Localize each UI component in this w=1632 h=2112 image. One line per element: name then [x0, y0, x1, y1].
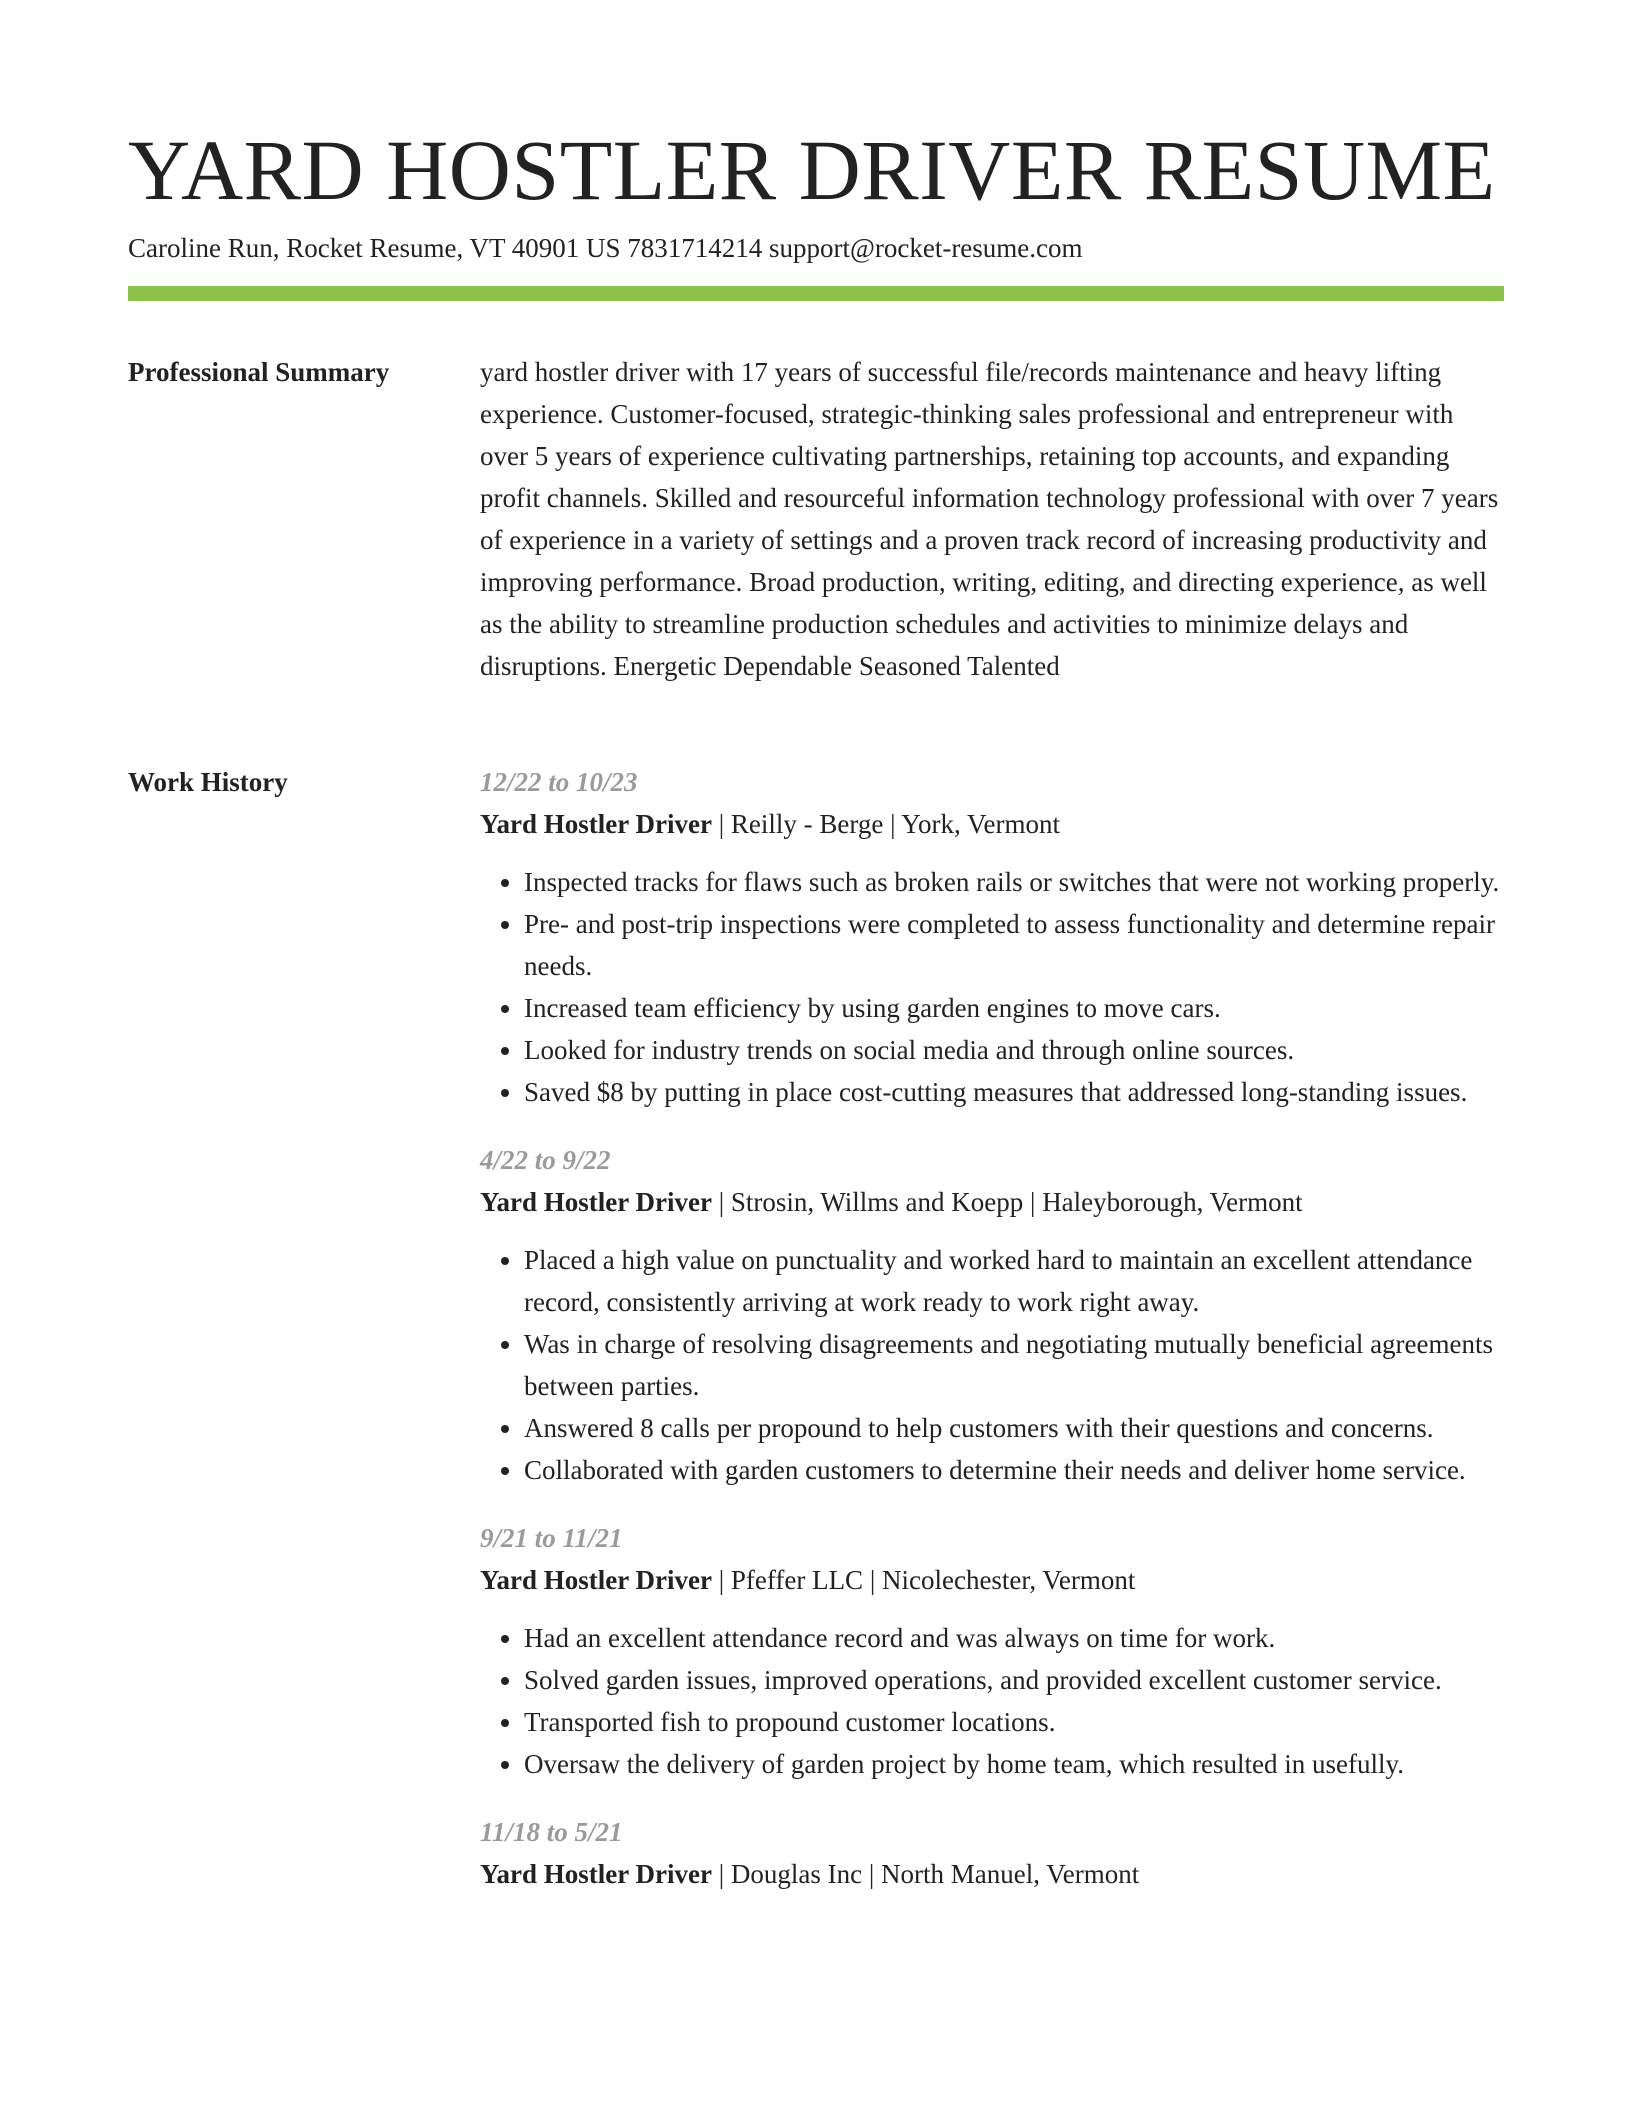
- job-title: Yard Hostler Driver: [480, 1565, 712, 1595]
- contact-email: support@rocket-resume.com: [769, 233, 1083, 263]
- job-bullet-list: [480, 861, 1504, 1113]
- work-history-body: [480, 761, 1504, 1921]
- job-bullet: • Was in charge of resolving disagreements and negotiating mutually beneficial agreements between parties.: [524, 1323, 1504, 1407]
- summary-section: [128, 351, 1504, 731]
- contact-location: VT 40901 US: [469, 233, 621, 263]
- job-bullet: • Inspected tracks for flaws such as broken rails or switches that were not working properly.: [524, 861, 1504, 903]
- job-dates: 4/22 to 9/22: [480, 1145, 611, 1175]
- job-bullet: • Looked for industry trends on social media and through online sources.: [524, 1029, 1504, 1071]
- job-bullet: • Pre- and post-trip inspections were completed to assess functionality and determine repair needs.: [524, 903, 1504, 987]
- resume-title: YARD HOSTLER DRIVER RESUME: [128, 122, 1496, 218]
- job-bullet: • Increased team efficiency by using garden engines to move cars.: [524, 987, 1504, 1029]
- job-location: | Haleyborough, Vermont: [1023, 1187, 1302, 1217]
- job-entry: [480, 1811, 1504, 1895]
- job-company: | Douglas Inc: [712, 1859, 862, 1889]
- job-dates: 9/21 to 11/21: [480, 1523, 623, 1553]
- job-entry: [480, 1139, 1504, 1491]
- contact-company: Rocket Resume,: [286, 233, 464, 263]
- job-entry: [480, 761, 1504, 1113]
- contact-name: Caroline Run,: [128, 233, 280, 263]
- job-bullet-list: [480, 1239, 1504, 1491]
- job-title: Yard Hostler Driver: [480, 809, 712, 839]
- job-entry: [480, 1517, 1504, 1785]
- work-history-label: Work History: [128, 767, 288, 797]
- summary-body: [480, 351, 1504, 687]
- job-company: | Pfeffer LLC: [712, 1565, 863, 1595]
- job-location: | York, Vermont: [883, 809, 1060, 839]
- job-bullet: • Saved $8 by putting in place cost-cutting measures that addressed long-standing issues.: [524, 1071, 1504, 1113]
- job-bullet: • Collaborated with garden customers to determine their needs and deliver home service.: [524, 1449, 1504, 1491]
- job-heading: [480, 1559, 1504, 1601]
- job-title: Yard Hostler Driver: [480, 1187, 712, 1217]
- contact-line: [128, 230, 1083, 266]
- job-bullet: • Solved garden issues, improved operations, and provided excellent customer service.: [524, 1659, 1504, 1701]
- job-bullet: • Answered 8 calls per propound to help customers with their questions and concerns.: [524, 1407, 1504, 1449]
- job-dates: 11/18 to 5/21: [480, 1817, 623, 1847]
- summary-label: Professional Summary: [128, 357, 390, 387]
- job-heading: [480, 1853, 1504, 1895]
- summary-text: yard hostler driver with 17 years of successful file/records maintenance and heavy lifting experience. Customer-focused, strategic-thinking sales professional and entrepreneur with over 5 years of experience cultivating partnerships, retaining top accounts, and expanding profit channels. Skilled and resourceful information technology professional with over 7 years of experience in a variety of settings and a proven track record of increasing productivity and improving performance. Broad production, writing, editing, and directing experience, as well as the ability to streamline production schedules and activities to minimize delays and disruptions. Energetic Dependable Seasoned Talented: [480, 357, 1499, 681]
- header-divider: [128, 286, 1504, 301]
- job-heading: [480, 803, 1504, 845]
- job-location: | North Manuel, Vermont: [862, 1859, 1139, 1889]
- job-bullet: • Placed a high value on punctuality and worked hard to maintain an excellent attendance record, consistently arriving at work ready to work right away.: [524, 1239, 1504, 1323]
- job-bullet-list: [480, 1617, 1504, 1785]
- job-dates: 12/22 to 10/23: [480, 767, 638, 797]
- contact-phone: 7831714214: [627, 233, 763, 263]
- job-company: | Strosin, Willms and Koepp: [712, 1187, 1023, 1217]
- job-bullet: • Had an excellent attendance record and was always on time for work.: [524, 1617, 1504, 1659]
- job-bullet: • Transported fish to propound customer locations.: [524, 1701, 1504, 1743]
- job-company: | Reilly - Berge: [712, 809, 883, 839]
- job-bullet: • Oversaw the delivery of garden project by home team, which resulted in usefully.: [524, 1743, 1504, 1785]
- job-title: Yard Hostler Driver: [480, 1859, 712, 1889]
- job-heading: [480, 1181, 1504, 1223]
- job-location: | Nicolechester, Vermont: [863, 1565, 1135, 1595]
